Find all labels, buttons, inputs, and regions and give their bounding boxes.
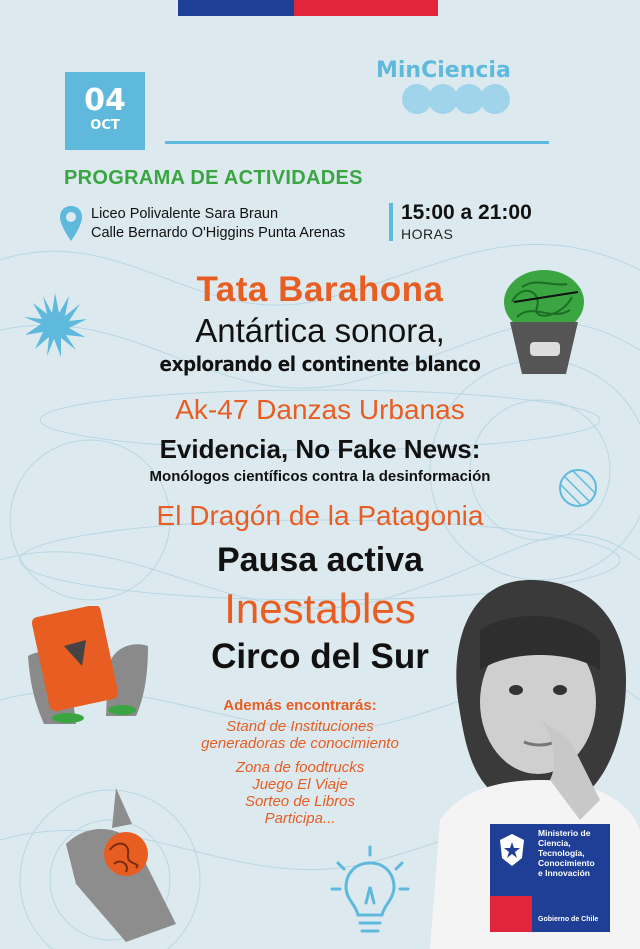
date-day: 04 (84, 83, 126, 118)
coat-of-arms-icon (496, 832, 528, 872)
extras-heading: Además encontrarás: (223, 697, 377, 714)
ministry-name-line: Conocimiento (538, 858, 595, 868)
ministry-name (538, 828, 595, 878)
date-month: OCT (90, 118, 120, 133)
ministry-name-line: e Innovación (538, 868, 590, 878)
schedule-time: 15:00 a 21:00 (401, 201, 532, 224)
ministry-name-line: Ministerio de (538, 828, 591, 838)
ministry-logo-red-stripe (490, 896, 532, 932)
logo-dots (402, 84, 506, 119)
location-address (91, 205, 345, 243)
extras-item: Zona de foodtrucks (235, 759, 365, 776)
activity-tata-barahona: Tata Barahona (196, 270, 444, 309)
extras-item: Sorteo de Libros (244, 793, 356, 810)
activity-dragon-patagonia: El Dragón de la Patagonia (156, 500, 484, 531)
activity-antartica-sonora: Antártica sonora, (195, 312, 445, 349)
header-rule (165, 141, 549, 144)
activity-inestables: Inestables (224, 585, 416, 632)
activity-antartica-subtitle: explorando el continente blanco (159, 352, 481, 376)
brain-hand-illustration (56, 784, 180, 944)
schedule-divider (389, 203, 393, 241)
date-badge (65, 72, 145, 150)
minciencia-logo: MinCiencia (376, 58, 511, 83)
phone-hands-illustration (26, 606, 150, 728)
activity-pausa-activa: Pausa activa (216, 541, 424, 579)
extras-list (150, 697, 450, 827)
program-title: PROGRAMA DE ACTIVIDADES (64, 167, 363, 189)
government-label: Gobierno de Chile (538, 916, 599, 923)
location-line-1: Liceo Polivalente Sara Braun (91, 206, 279, 222)
extras-item: Participa... (264, 810, 336, 827)
flag-bar-red (294, 0, 438, 16)
activity-evidencia: Evidencia, No Fake News: (159, 434, 481, 464)
location-line-2: Calle Bernardo O'Higgins Punta Arenas (91, 225, 346, 241)
extras-item: Juego El Viaje (252, 776, 348, 793)
extras-item: Stand de Instituciones (226, 718, 374, 735)
location-pin-icon (58, 204, 84, 244)
schedule-unit: HORAS (401, 226, 454, 242)
ministry-name-line: Tecnología, (538, 848, 585, 858)
extras-item: generadoras de conocimiento (201, 735, 399, 752)
activity-circo-del-sur: Circo del Sur (211, 637, 429, 676)
lightbulb-icon (330, 843, 410, 943)
ministry-name-line: Ciencia, (538, 838, 571, 848)
activity-evidencia-subtitle: Monólogos científicos contra la desinformación (149, 468, 491, 485)
flag-bar-blue (178, 0, 294, 16)
activity-ak47: Ak-47 Danzas Urbanas (175, 394, 465, 425)
ministry-logo (490, 824, 610, 932)
